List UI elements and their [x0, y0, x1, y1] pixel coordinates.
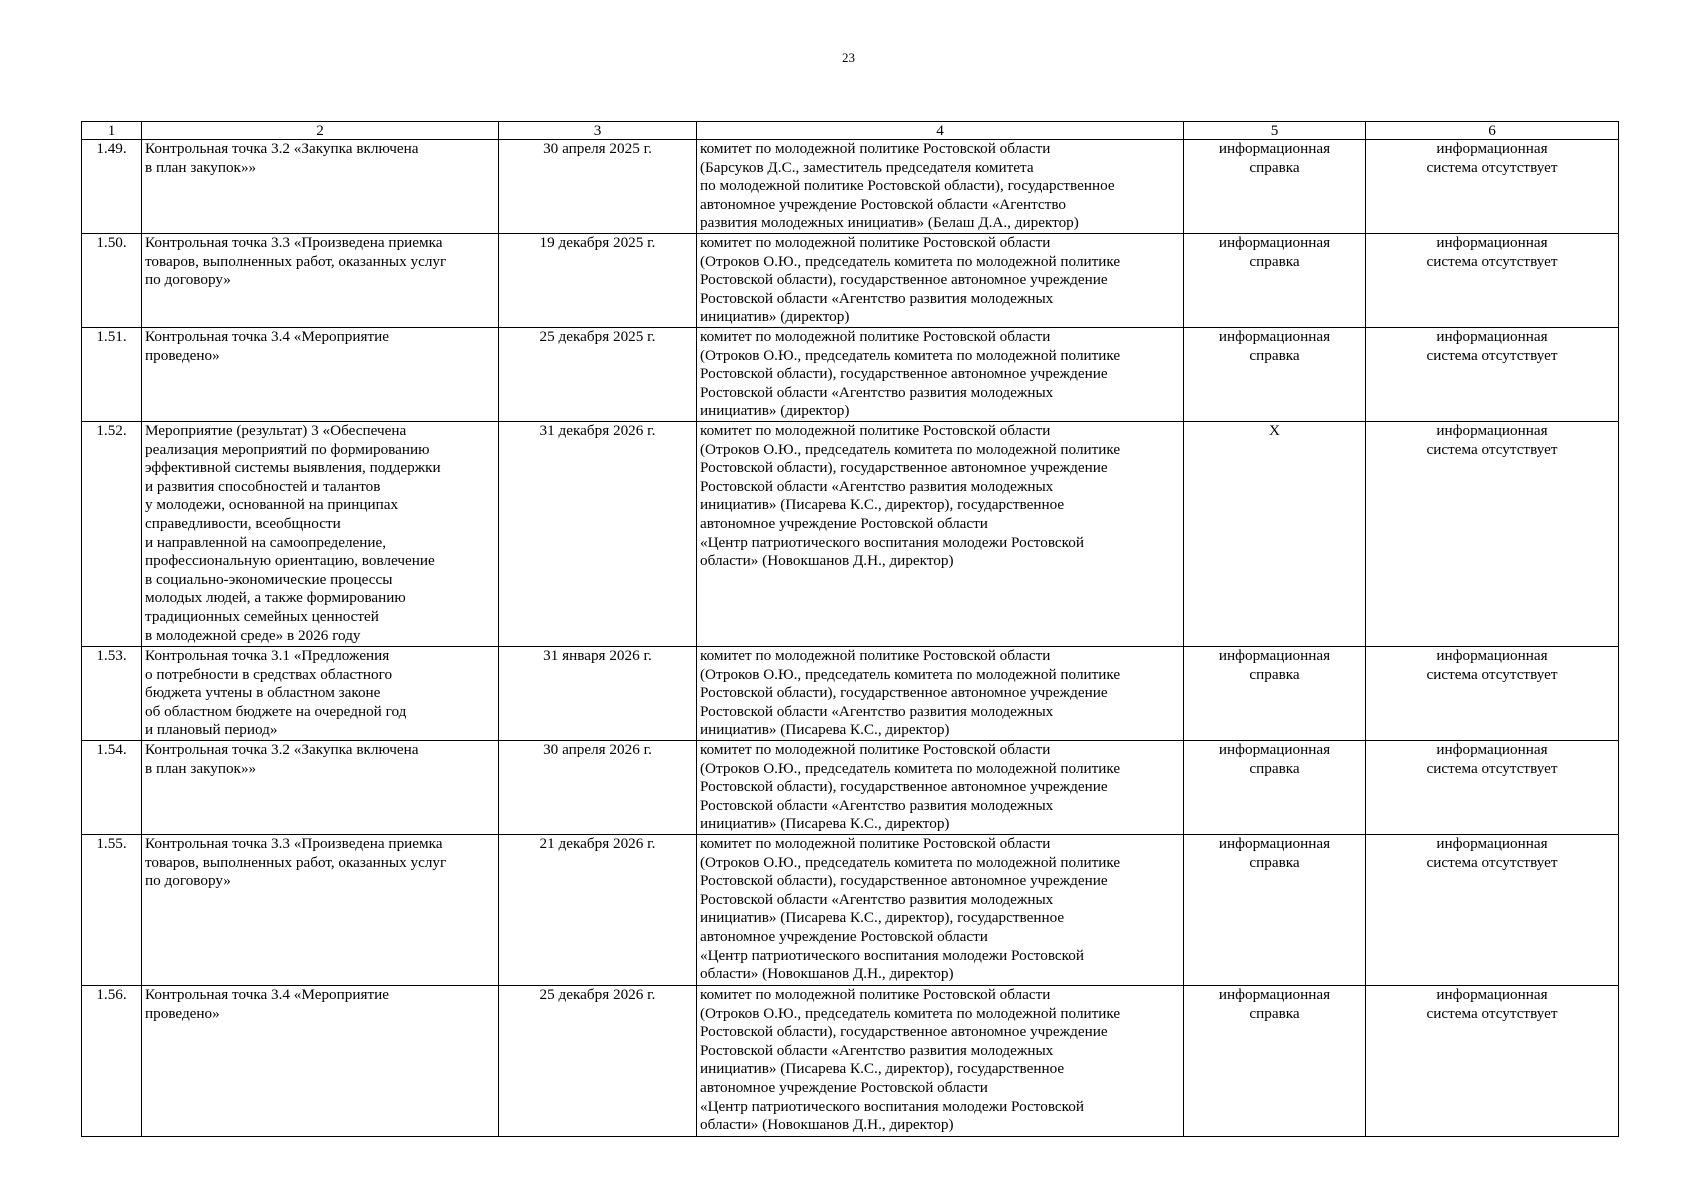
- information-system: информационная система отсутствует: [1366, 647, 1619, 741]
- deadline-date: 25 декабря 2026 г.: [499, 986, 697, 1137]
- table-row: [82, 140, 1619, 234]
- column-header-2: 2: [142, 122, 499, 140]
- row-number: 1.51.: [82, 328, 142, 422]
- event-name: Контрольная точка 3.2 «Закупка включена в план закупок»»: [142, 741, 499, 835]
- information-system: информационная система отсутствует: [1366, 328, 1619, 422]
- page-number: 23: [842, 50, 855, 65]
- confirming-document: информационная справка: [1184, 647, 1366, 741]
- confirming-document: информационная справка: [1184, 986, 1366, 1137]
- event-name: Контрольная точка 3.3 «Произведена приемка товаров, выполненных работ, оказанных услуг по договору»: [142, 234, 499, 328]
- deadline-date: 30 апреля 2025 г.: [499, 140, 697, 234]
- row-number: 1.56.: [82, 986, 142, 1137]
- responsible-executor: комитет по молодежной политике Ростовской области (Барсуков Д.С., заместитель председателя комитета по молодежной политике Ростовской области), государственное автономное учреждение Ростовской области «Агентство развития молодежных инициатив» (Белаш Д.А., директор): [697, 140, 1184, 234]
- header-row: [82, 122, 1619, 140]
- information-system: информационная система отсутствует: [1366, 741, 1619, 835]
- information-system: информационная система отсутствует: [1366, 835, 1619, 986]
- confirming-document: информационная справка: [1184, 328, 1366, 422]
- deadline-date: 31 января 2026 г.: [499, 647, 697, 741]
- column-header-6: 6: [1366, 122, 1619, 140]
- event-name: Контрольная точка 3.4 «Мероприятие проведено»: [142, 986, 499, 1137]
- event-name: Контрольная точка 3.4 «Мероприятие проведено»: [142, 328, 499, 422]
- deadline-date: 31 декабря 2026 г.: [499, 422, 697, 647]
- responsible-executor: комитет по молодежной политике Ростовской области (Отроков О.Ю., председатель комитета по молодежной политике Ростовской области), государственное автономное учреждение Ростовской области «Агентство развития молодежных инициатив» (Писарева К.С., директор), государственное автономное учреждение Ростовской области «Центр патриотического воспитания молодежи Ростовской области» (Новокшанов Д.Н., директор): [697, 835, 1184, 986]
- row-number: 1.52.: [82, 422, 142, 647]
- deadline-date: 21 декабря 2026 г.: [499, 835, 697, 986]
- responsible-executor: комитет по молодежной политике Ростовской области (Отроков О.Ю., председатель комитета по молодежной политике Ростовской области), государственное автономное учреждение Ростовской области «Агентство развития молодежных инициатив» (Писарева К.С., директор): [697, 647, 1184, 741]
- column-header-4: 4: [697, 122, 1184, 140]
- confirming-document: информационная справка: [1184, 741, 1366, 835]
- confirming-document: информационная справка: [1184, 835, 1366, 986]
- confirming-document: информационная справка: [1184, 140, 1366, 234]
- column-header-1: 1: [82, 122, 142, 140]
- information-system: информационная система отсутствует: [1366, 140, 1619, 234]
- event-name: Контрольная точка 3.3 «Произведена приемка товаров, выполненных работ, оказанных услуг по договору»: [142, 835, 499, 986]
- responsible-executor: комитет по молодежной политике Ростовской области (Отроков О.Ю., председатель комитета по молодежной политике Ростовской области), государственное автономное учреждение Ростовской области «Агентство развития молодежных инициатив» (директор): [697, 234, 1184, 328]
- deadline-date: 19 декабря 2025 г.: [499, 234, 697, 328]
- table-row: [82, 647, 1619, 741]
- table-row: [82, 422, 1619, 647]
- responsible-executor: комитет по молодежной политике Ростовской области (Отроков О.Ю., председатель комитета по молодежной политике Ростовской области), государственное автономное учреждение Ростовской области «Агентство развития молодежных инициатив» (Писарева К.С., директор): [697, 741, 1184, 835]
- deadline-date: 25 декабря 2025 г.: [499, 328, 697, 422]
- table-row: [82, 835, 1619, 986]
- row-number: 1.50.: [82, 234, 142, 328]
- table-row: [82, 986, 1619, 1137]
- responsible-executor: комитет по молодежной политике Ростовской области (Отроков О.Ю., председатель комитета по молодежной политике Ростовской области), государственное автономное учреждение Ростовской области «Агентство развития молодежных инициатив» (директор): [697, 328, 1184, 422]
- table-row: [82, 741, 1619, 835]
- responsible-executor: комитет по молодежной политике Ростовской области (Отроков О.Ю., председатель комитета по молодежной политике Ростовской области), государственное автономное учреждение Ростовской области «Агентство развития молодежных инициатив» (Писарева К.С., директор), государственное автономное учреждение Ростовской области «Центр патриотического воспитания молодежи Ростовской области» (Новокшанов Д.Н., директор): [697, 422, 1184, 647]
- row-number: 1.54.: [82, 741, 142, 835]
- information-system: информационная система отсутствует: [1366, 422, 1619, 647]
- information-system: информационная система отсутствует: [1366, 234, 1619, 328]
- plan-table: [81, 121, 1619, 1137]
- row-number: 1.55.: [82, 835, 142, 986]
- information-system: информационная система отсутствует: [1366, 986, 1619, 1137]
- confirming-document: информационная справка: [1184, 234, 1366, 328]
- deadline-date: 30 апреля 2026 г.: [499, 741, 697, 835]
- event-name: Контрольная точка 3.1 «Предложения о потребности в средствах областного бюджета учтены в областном законе об областном бюджете на очередной год и плановый период»: [142, 647, 499, 741]
- event-name: Мероприятие (результат) 3 «Обеспечена реализация мероприятий по формированию эффективной системы выявления, поддержки и развития способностей и талантов у молодежи, основанной на принципах справедливости, всеобщности и направленной на самоопределение, профессиональную ориентацию, вовлечение в социально-экономические процессы молодых людей, а также формированию традиционных семейных ценностей в молодежной среде» в 2026 году: [142, 422, 499, 647]
- event-name: Контрольная точка 3.2 «Закупка включена в план закупок»»: [142, 140, 499, 234]
- column-header-5: 5: [1184, 122, 1366, 140]
- confirming-document: Х: [1184, 422, 1366, 647]
- row-number: 1.53.: [82, 647, 142, 741]
- table-row: [82, 234, 1619, 328]
- column-header-3: 3: [499, 122, 697, 140]
- table-row: [82, 328, 1619, 422]
- responsible-executor: комитет по молодежной политике Ростовской области (Отроков О.Ю., председатель комитета по молодежной политике Ростовской области), государственное автономное учреждение Ростовской области «Агентство развития молодежных инициатив» (Писарева К.С., директор), государственное автономное учреждение Ростовской области «Центр патриотического воспитания молодежи Ростовской области» (Новокшанов Д.Н., директор): [697, 986, 1184, 1137]
- row-number: 1.49.: [82, 140, 142, 234]
